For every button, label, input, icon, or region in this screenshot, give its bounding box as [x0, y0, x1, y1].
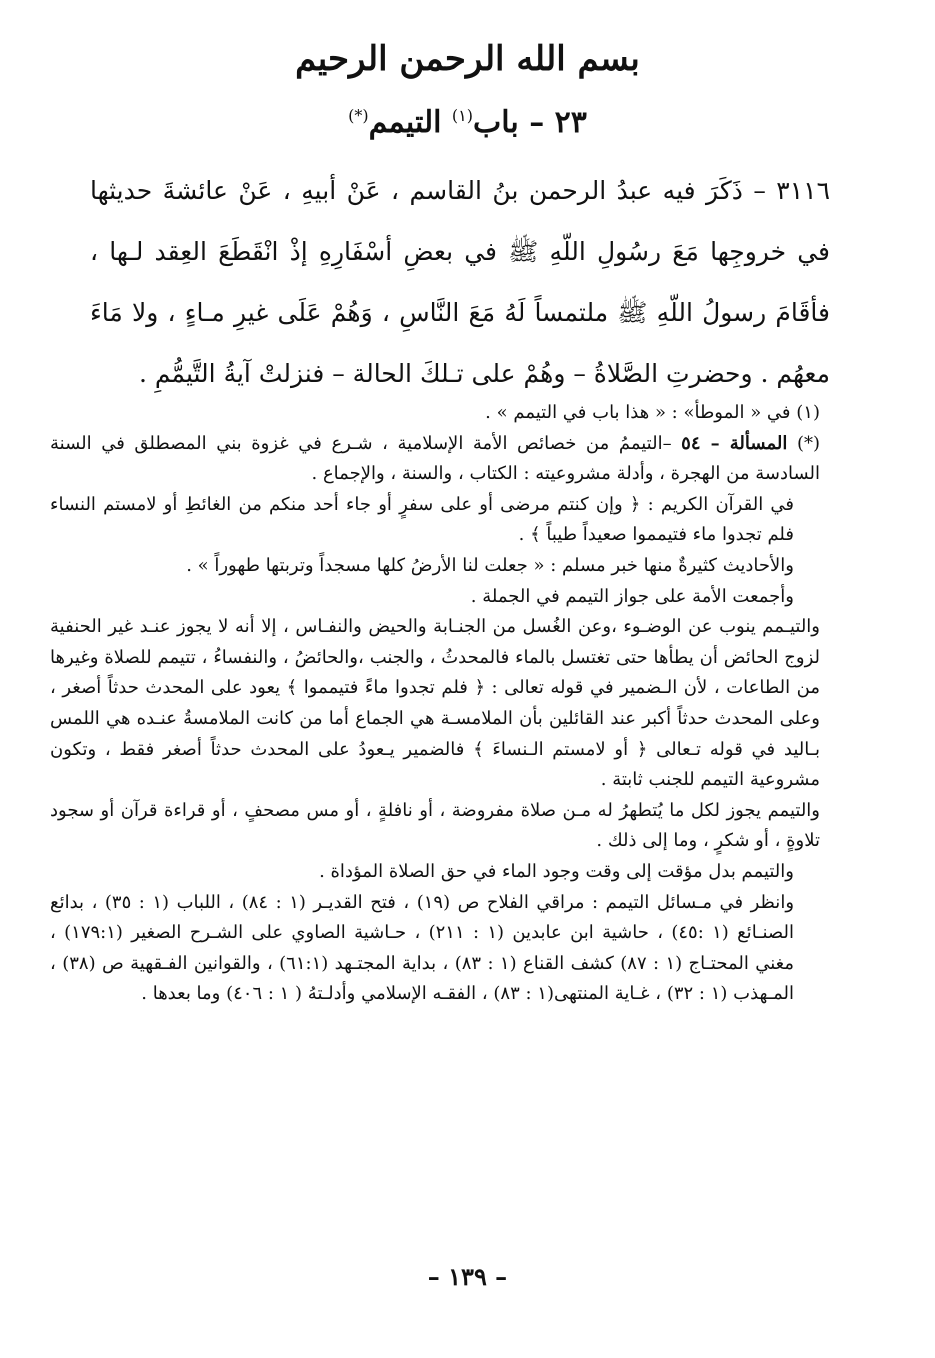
chapter-number: ٢٣ – — [529, 105, 587, 140]
references-paragraph: وانظر في مـسائل التيمم : مراقي الفلاح ص (١٩) ، فتح القديـر (١ : ٨٤) ، اللباب (١ : ٣٥) ، بدائع الصنـائع (١ :٤٥) ، حاشية ابن عابدين (١ : ٢١١) ، حـاشية الصاوي على الشـرح الصغير (١٧٩:١) ، مغني المحتـاج (١ : ٨٧) كشف القناع (١ : ٨٣) ، بداية المجتـهد (٦١:١) ، والقوانين الفـقهية ص (٣٨) ، المـهذب (١ : ٣٢) ، غـاية المنتهى(١ : ٨٣) ، الفقـه الإسلامي وأدلـتهُ ( ١ : ٤٠٦) وما بعدها . — [50, 891, 795, 1005]
time-paragraph: والتيمم بدل مؤقت إلى وقت وجود الماء في حق الصلاة المؤداة . — [319, 860, 794, 882]
masala-label: المسألة – ٥٤ — [681, 432, 788, 454]
star-mark: (*) — [796, 432, 820, 454]
footnotes-area — [50, 398, 820, 1010]
purposes-paragraph: والتيمم يجوز لكل ما يُتطهرُ له مـن صلاة مفروضة ، أو نافلةٍ ، أو مس مصحفٍ ، أو قراءة قرآن أو سجود تلاوةٍ ، أو شكرٍ ، وما إلى ذلك . — [50, 799, 820, 852]
footnote-star — [50, 429, 820, 490]
chapter-heading — [0, 94, 935, 145]
chapter-topic: التيمم — [368, 105, 442, 140]
hadith-evidence: والأحاديث كثيرةٌ منها خبر مسلم : « جعلت لنا الأرضُ كلها مسجداً وتربتها طهوراً » . — [186, 554, 794, 576]
chapter-footnote-mark: (١) — [451, 106, 474, 125]
chapter-star-mark: (*) — [348, 106, 369, 125]
chapter-word: باب — [473, 105, 519, 140]
hadith-block — [90, 160, 830, 404]
quran-evidence: في القرآن الكريم : ﴿ وإن كنتم مرضى أو على سفرٍ أو جاء أحد منكم من الغائطِ أو لامستم النساء فلم تجدوا ماء فتيمموا صعيداً طيباً ﴾ . — [50, 493, 794, 546]
consensus-paragraph: وأجمعت الأمة على جواز التيمم في الجملة . — [470, 585, 794, 607]
masala-intro: –التيممُ من خصائص الأمة الإسلامية ، شـرع في غزوة بني المصطلق في السنة السادسة من الهجرة ، وأدلة مشروعيته : الكتاب ، والسنة ، والإجماع . — [50, 432, 820, 485]
footnote-1: (١) في « الموطأ» : « هذا باب في التيمم » . — [485, 402, 820, 423]
basmala-heading: بسم الله الرحمن الرحيم — [295, 39, 640, 79]
page-number: – ١٣٩ – — [427, 1262, 508, 1291]
wudu-paragraph: والتيـمم ينوب عن الوضـوء ،وعن الغُسل من الجنـابة والحيض والنفـاس ، إلا أنه لا يجوز عنـد غير الحنفية لزوج الحائض أن يطأها حتى تغتسل بالماء فالمحدثُ ، والجنب ،والحائضُ ، والنفساءُ ، تتيمم للصلاة وغيرها من الطاعات ، لأن الـضمير في قوله تعالى : ﴿ فلم تجدوا ماءً فتيمموا ﴾ يعود على المحدث حدثاً أصغر ، وعلى المحدث حدثاً أكبر عند القائلين بأن الملامسـة هي الجماع أما من كانت الملامسةُ عنـده هي اللمس بـاليد في قوله تـعالى ﴿ أو لامستم الـنساءَ ﴾ فالضمير يـعودُ على المحدث حدثاً أصغر فقط ، وتكون مشروعية التيمم للجنب ثابتة . — [50, 616, 820, 791]
hadith-text: ٣١١٦ – ذَكَرَ فيه عبدُ الرحمن بنُ القاسم ، عَنْ أبيهِ ، عَنْ عائشةَ حديثها في خروجِها مَعَ رسُولِ اللّهِ ﷺ في بعضِ أسْفَارِهِ إذْ انْقَطَعَ العِقد لـها ، فأقَامَ رسولُ اللّهِ ﷺ ملتمساً لَهُ مَعَ النَّاسِ ، وَهُمْ عَلَى غيرِ مـاءٍ ، ولا مَاءَ معهُم . وحضرتِ الصَّلاةُ – وهُمْ على تـلكَ الحالة – فنزلتْ آيةُ التَّيمُّمِ . — [90, 176, 830, 388]
